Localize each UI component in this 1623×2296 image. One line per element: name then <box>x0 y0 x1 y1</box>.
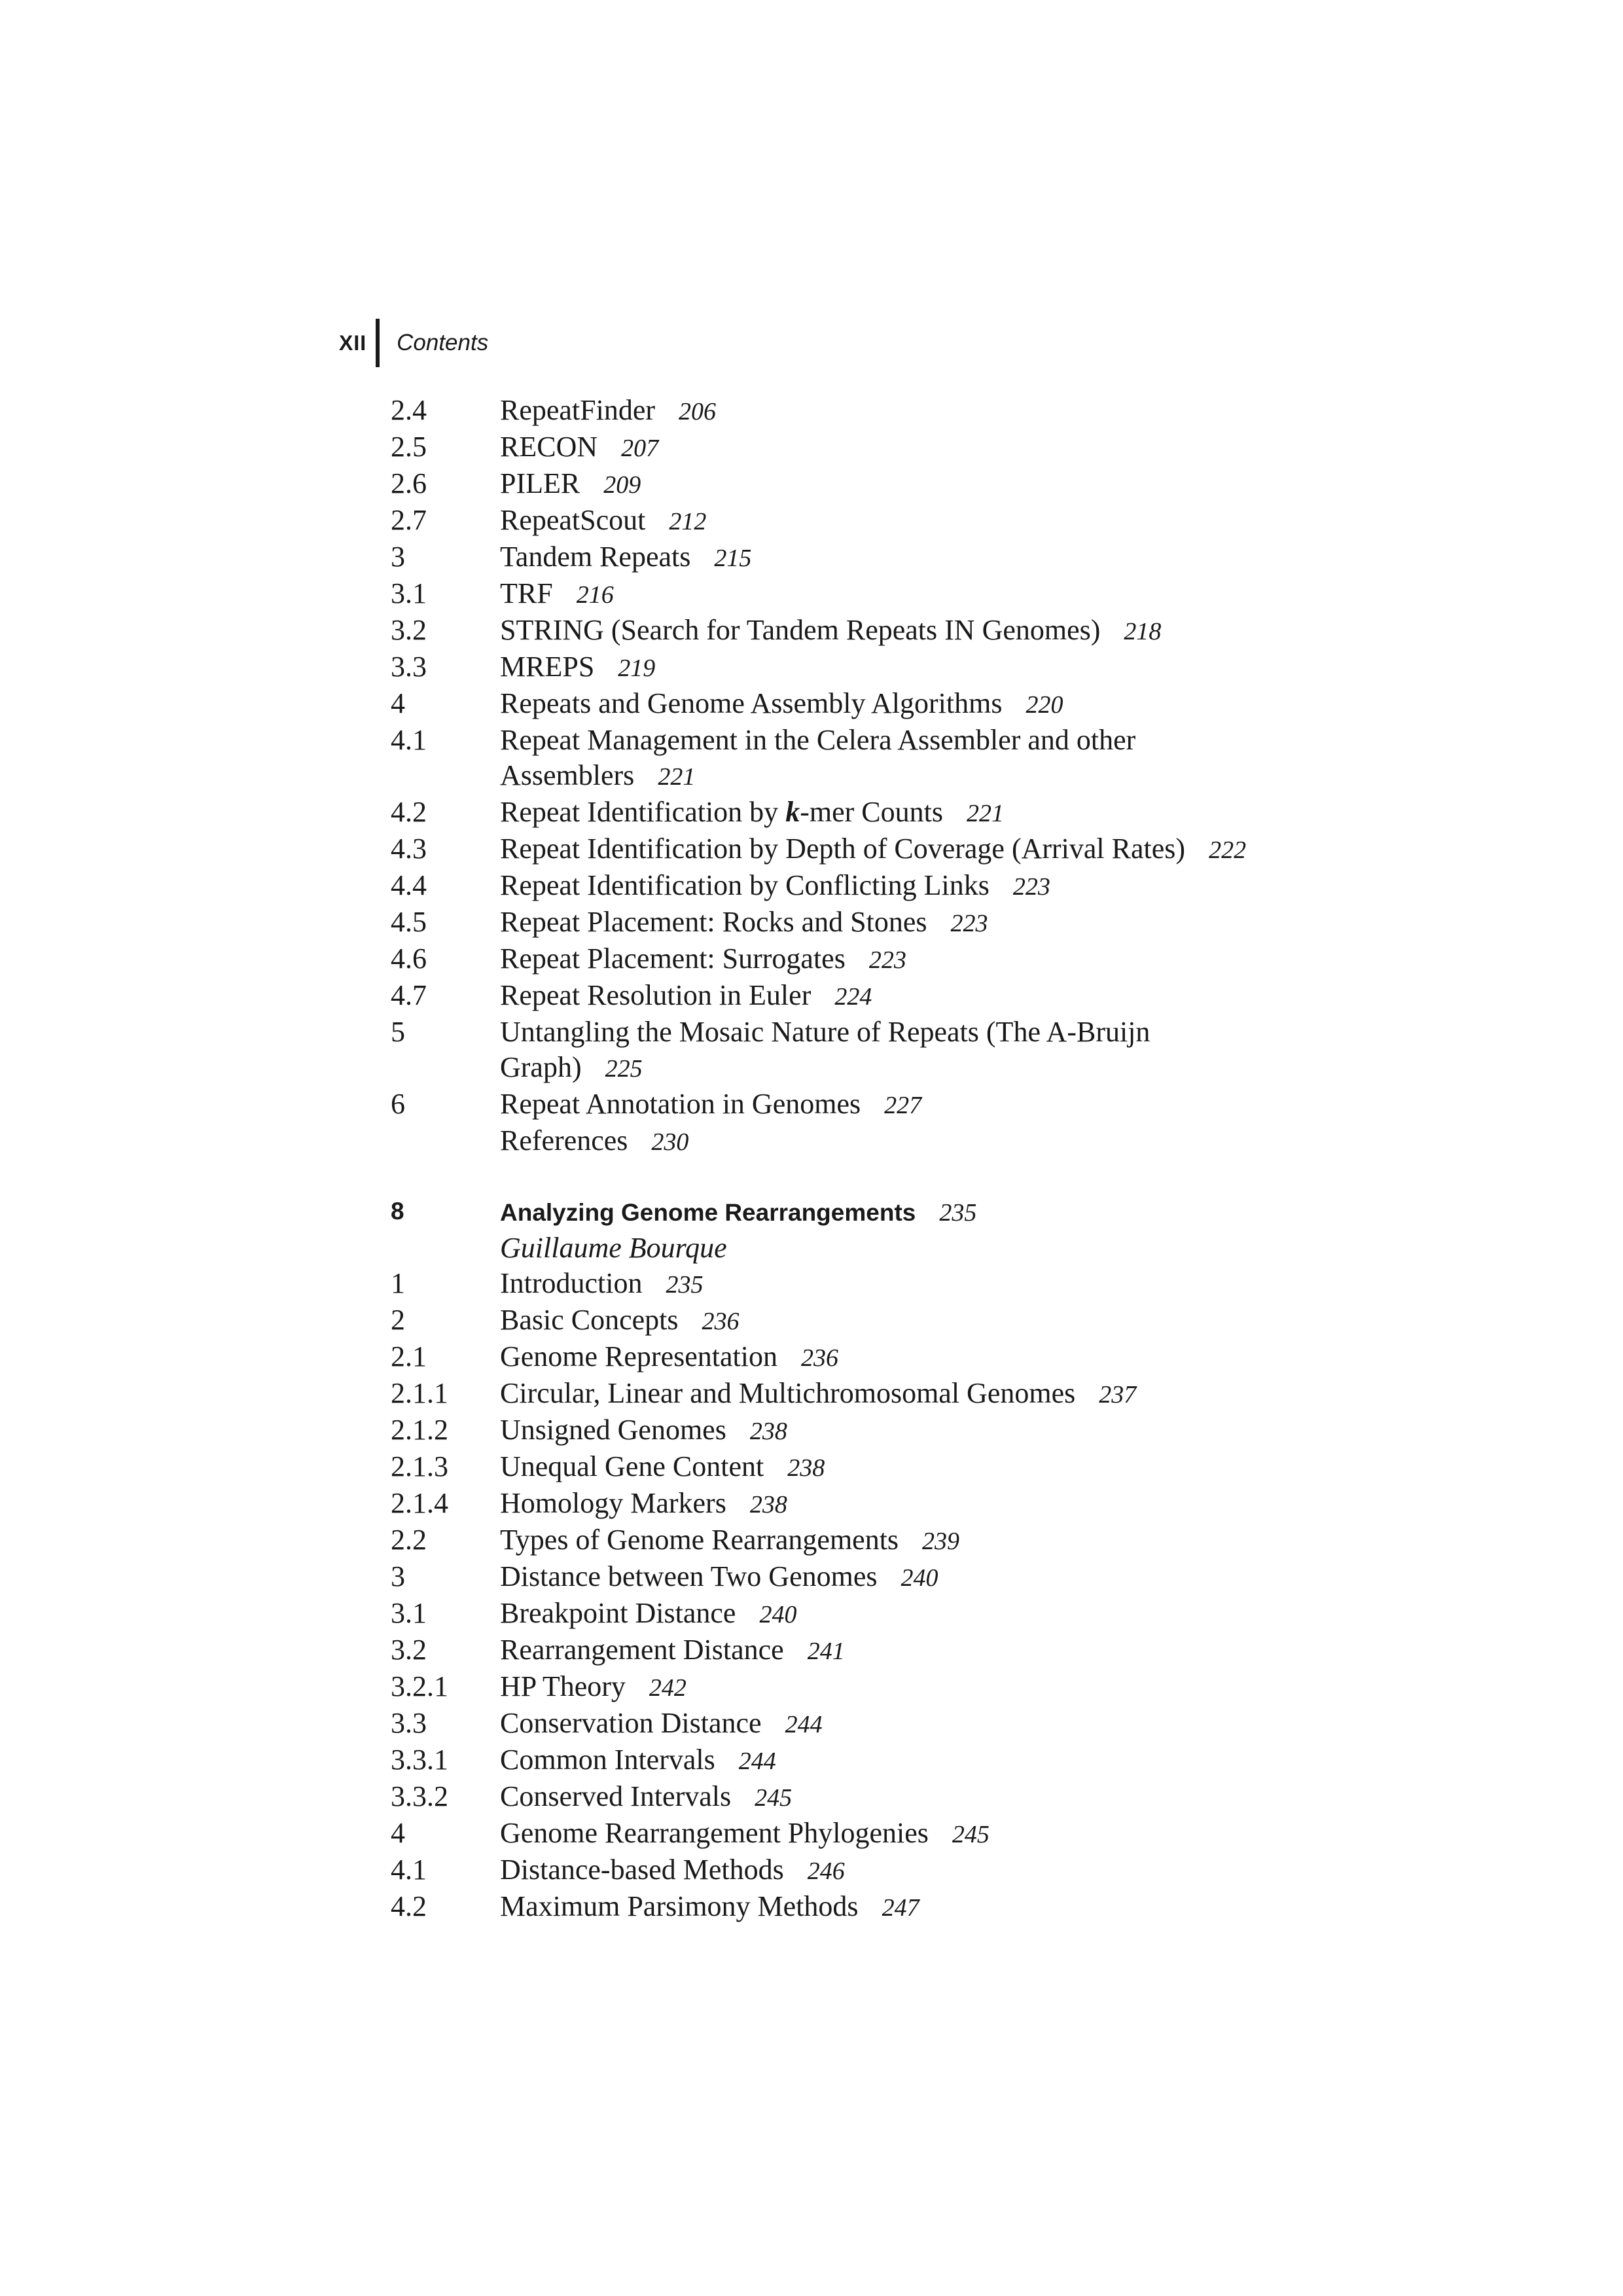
toc-entry-title: Repeat Annotation in Genomes <box>500 1088 861 1120</box>
toc-entry <box>391 868 1503 905</box>
toc-entry <box>391 1123 1503 1160</box>
toc-entry-page: 238 <box>787 1454 825 1482</box>
toc-entry-page: 241 <box>807 1638 845 1665</box>
toc-entry <box>391 1742 1503 1779</box>
toc-entry <box>391 1779 1503 1816</box>
toc-entry-page: 245 <box>755 1784 793 1812</box>
toc-entry-page: 238 <box>749 1418 787 1445</box>
toc-section-before <box>391 393 1503 1160</box>
toc-entry-page: 216 <box>576 581 614 609</box>
toc-entry-title: RepeatFinder <box>500 394 656 426</box>
toc-entry <box>391 1852 1503 1889</box>
toc-entry-page: 239 <box>922 1528 960 1555</box>
toc-entry-number: 4.1 <box>391 724 427 756</box>
toc-entry-title: Unsigned Genomes <box>500 1414 726 1446</box>
toc-entry <box>391 1596 1503 1632</box>
toc-entry-page: 237 <box>1099 1381 1137 1408</box>
toc-entry <box>391 503 1503 539</box>
toc-entry-number: 2.4 <box>391 394 427 426</box>
toc-entry-title: Genome Rearrangement Phylogenies <box>500 1817 929 1849</box>
toc-entry-page: 242 <box>649 1674 687 1702</box>
toc-entry-title: Maximum Parsimony Methods <box>500 1890 859 1922</box>
toc-entry <box>391 466 1503 503</box>
toc-entry <box>391 539 1503 576</box>
toc-entry-number: 3.2 <box>391 1634 427 1666</box>
toc-entry <box>391 1339 1503 1376</box>
chapter-author-row <box>391 1230 1503 1266</box>
toc-entry-number: 4.3 <box>391 833 427 865</box>
toc-entry-page: 209 <box>603 471 641 499</box>
toc-entry-page: 246 <box>807 1857 845 1885</box>
running-title: Contents <box>397 330 489 355</box>
toc-entry <box>391 1266 1503 1302</box>
toc-entry-number: 4.6 <box>391 942 427 975</box>
toc-entry-title: Untangling the Mosaic Nature of Repeats (The A-Bruijn Graph) <box>500 1016 1150 1083</box>
toc-entry <box>391 1889 1503 1926</box>
toc-entry-title: Repeat Resolution in Euler <box>500 979 812 1011</box>
toc-entry-title: RepeatScout <box>500 504 646 536</box>
toc-entry-title: Introduction <box>500 1267 643 1299</box>
toc-entry-number: 2.7 <box>391 504 427 536</box>
toc-entry-number: 4.2 <box>391 1890 427 1922</box>
toc-entry-number: 3 <box>391 541 405 573</box>
chapter-heading <box>391 1194 1503 1230</box>
toc-entry-number: 2.1.1 <box>391 1377 448 1409</box>
toc-entry-page: 245 <box>952 1821 990 1848</box>
toc-entry-number: 4.4 <box>391 869 427 901</box>
toc-entry-number: 4.5 <box>391 906 427 938</box>
toc-entry-number: 2.1.2 <box>391 1414 448 1446</box>
toc-entry-title: HP Theory <box>500 1670 626 1702</box>
toc-entry-title: PILER <box>500 467 580 499</box>
toc-entry <box>391 613 1503 649</box>
toc-entry-page: 223 <box>868 946 906 974</box>
toc-entry-number: 4.2 <box>391 796 427 828</box>
toc-entry <box>391 1449 1503 1486</box>
toc-entry-number: 3.2.1 <box>391 1670 448 1702</box>
toc-entry <box>391 393 1503 429</box>
toc-entry-title: Distance-based Methods <box>500 1854 784 1886</box>
toc-entry-number: 4.1 <box>391 1854 427 1886</box>
toc-entry-title: Repeat Placement: Surrogates <box>500 942 846 975</box>
toc-entry-page: 219 <box>618 655 656 682</box>
toc-entry-title: Repeat Placement: Rocks and Stones <box>500 906 927 938</box>
toc-entry <box>391 1632 1503 1669</box>
toc-entry <box>391 1559 1503 1596</box>
toc-entry-number: 3 <box>391 1560 405 1592</box>
toc-entry-title: Tandem Repeats <box>500 541 691 573</box>
toc-entry-number: 3.2 <box>391 614 427 646</box>
toc-entry-page: 220 <box>1026 691 1063 719</box>
toc-entry-page: 212 <box>669 508 707 535</box>
chapter-number: 8 <box>391 1198 404 1225</box>
chapter-title: Analyzing Genome Rearrangements <box>500 1199 916 1226</box>
toc-entry <box>391 831 1503 868</box>
toc-entry-title: Conserved Intervals <box>500 1780 732 1812</box>
toc-entry-number: 2.2 <box>391 1524 427 1556</box>
toc-entry <box>391 576 1503 613</box>
toc-entry-title: Homology Markers <box>500 1487 726 1519</box>
toc-entry-number: 3.3 <box>391 1707 427 1739</box>
toc-entry-number: 3.1 <box>391 577 427 609</box>
chapter-author: Guillaume Bourque <box>500 1232 727 1264</box>
toc-entry-number: 3.3 <box>391 651 427 683</box>
toc-entry-page: 236 <box>800 1344 838 1372</box>
toc-entry <box>391 905 1503 941</box>
running-head <box>339 319 488 367</box>
toc-entry-page: 223 <box>950 910 988 937</box>
toc-entry <box>391 1816 1503 1852</box>
toc-entry-title: STRING (Search for Tandem Repeats IN Genomes) <box>500 614 1101 646</box>
toc-entry-number: 4.7 <box>391 979 427 1011</box>
toc-section-after <box>391 1266 1503 1926</box>
toc-entry <box>391 1522 1503 1559</box>
toc-entry-number: 3.3.1 <box>391 1744 448 1776</box>
toc-entry <box>391 978 1503 1014</box>
toc-entry <box>391 723 1503 795</box>
page-number: XII <box>339 331 367 355</box>
toc-entry-title: Repeats and Genome Assembly Algorithms <box>500 687 1003 719</box>
toc-entry <box>391 686 1503 723</box>
toc-entry-number: 3.3.2 <box>391 1780 448 1812</box>
toc-entry-page: 227 <box>884 1092 922 1119</box>
toc-entry <box>391 1086 1503 1123</box>
toc-entry-page: 244 <box>785 1711 823 1738</box>
toc-entry-page: 215 <box>714 545 752 572</box>
toc-entry-title: Repeat Management in the Celera Assembler and other Assemblers <box>500 724 1136 791</box>
toc-entry-title: Circular, Linear and Multichromosomal Genomes <box>500 1377 1076 1409</box>
toc-entry <box>391 429 1503 466</box>
toc-entry-title: References <box>500 1124 628 1157</box>
toc-entry-number: 4 <box>391 1817 405 1849</box>
toc-entry-number: 2.1.3 <box>391 1450 448 1482</box>
toc-entry-number: 2.1 <box>391 1340 427 1372</box>
toc-entry-page: 222 <box>1209 836 1247 864</box>
toc-entry-title: Repeat Identification by k-mer Counts <box>500 796 943 828</box>
toc-entry-number: 2.1.4 <box>391 1487 448 1519</box>
toc-entry-title: Distance between Two Genomes <box>500 1560 878 1592</box>
toc-entry <box>391 1486 1503 1522</box>
toc-entry-page: 223 <box>1012 873 1050 901</box>
toc-entry-title: Repeat Identification by Conflicting Links <box>500 869 990 901</box>
toc-entry-page: 221 <box>658 763 696 791</box>
toc-entry <box>391 1412 1503 1449</box>
toc-entry-number: 2.5 <box>391 431 427 463</box>
toc-entry <box>391 1706 1503 1742</box>
toc-entry-title: Rearrangement Distance <box>500 1634 784 1666</box>
header-rule <box>376 319 380 367</box>
toc-entry-number: 4 <box>391 687 405 719</box>
toc-entry <box>391 1014 1503 1086</box>
toc-entry-number: 2 <box>391 1304 405 1336</box>
toc-entry-page: 230 <box>651 1128 689 1156</box>
chapter-page: 235 <box>939 1199 977 1227</box>
toc-entry-title: Basic Concepts <box>500 1304 679 1336</box>
toc-entry <box>391 1302 1503 1339</box>
toc-entry-page: 224 <box>834 983 872 1011</box>
toc-entry-title: Types of Genome Rearrangements <box>500 1524 899 1556</box>
toc-entry-title: TRF <box>500 577 553 609</box>
toc-entry-title: Conservation Distance <box>500 1707 762 1739</box>
toc-entry <box>391 1376 1503 1412</box>
toc-entry-number: 2.6 <box>391 467 427 499</box>
toc-entry-page: 221 <box>966 800 1004 827</box>
toc-entry-page: 225 <box>605 1055 643 1083</box>
toc-entry-number: 5 <box>391 1016 405 1048</box>
toc-entry-page: 247 <box>882 1894 919 1922</box>
toc-entry-title: Breakpoint Distance <box>500 1597 736 1629</box>
toc-entry-number: 6 <box>391 1088 405 1120</box>
table-of-contents <box>391 393 1503 1926</box>
toc-entry-title: Unequal Gene Content <box>500 1450 764 1482</box>
toc-entry <box>391 941 1503 978</box>
toc-entry-title: MREPS <box>500 651 595 683</box>
toc-entry <box>391 1669 1503 1706</box>
toc-entry-page: 238 <box>749 1491 787 1518</box>
toc-entry-page: 240 <box>759 1601 797 1628</box>
toc-entry <box>391 795 1503 831</box>
toc-entry-title: Common Intervals <box>500 1744 715 1776</box>
toc-entry-page: 240 <box>901 1564 938 1592</box>
toc-entry-page: 235 <box>666 1271 704 1299</box>
toc-entry-page: 244 <box>738 1748 776 1775</box>
toc-entry-page: 236 <box>702 1308 740 1335</box>
toc-entry-title: Repeat Identification by Depth of Coverage (Arrival Rates) <box>500 833 1186 865</box>
chapter-spacer <box>391 1160 1503 1194</box>
toc-entry-page: 207 <box>621 435 659 462</box>
toc-entry <box>391 649 1503 686</box>
toc-entry-title: Genome Representation <box>500 1340 777 1372</box>
toc-entry-page: 206 <box>679 398 717 425</box>
toc-entry-title: RECON <box>500 431 598 463</box>
toc-entry-page: 218 <box>1124 618 1162 645</box>
toc-entry-number: 1 <box>391 1267 405 1299</box>
toc-entry-number: 3.1 <box>391 1597 427 1629</box>
